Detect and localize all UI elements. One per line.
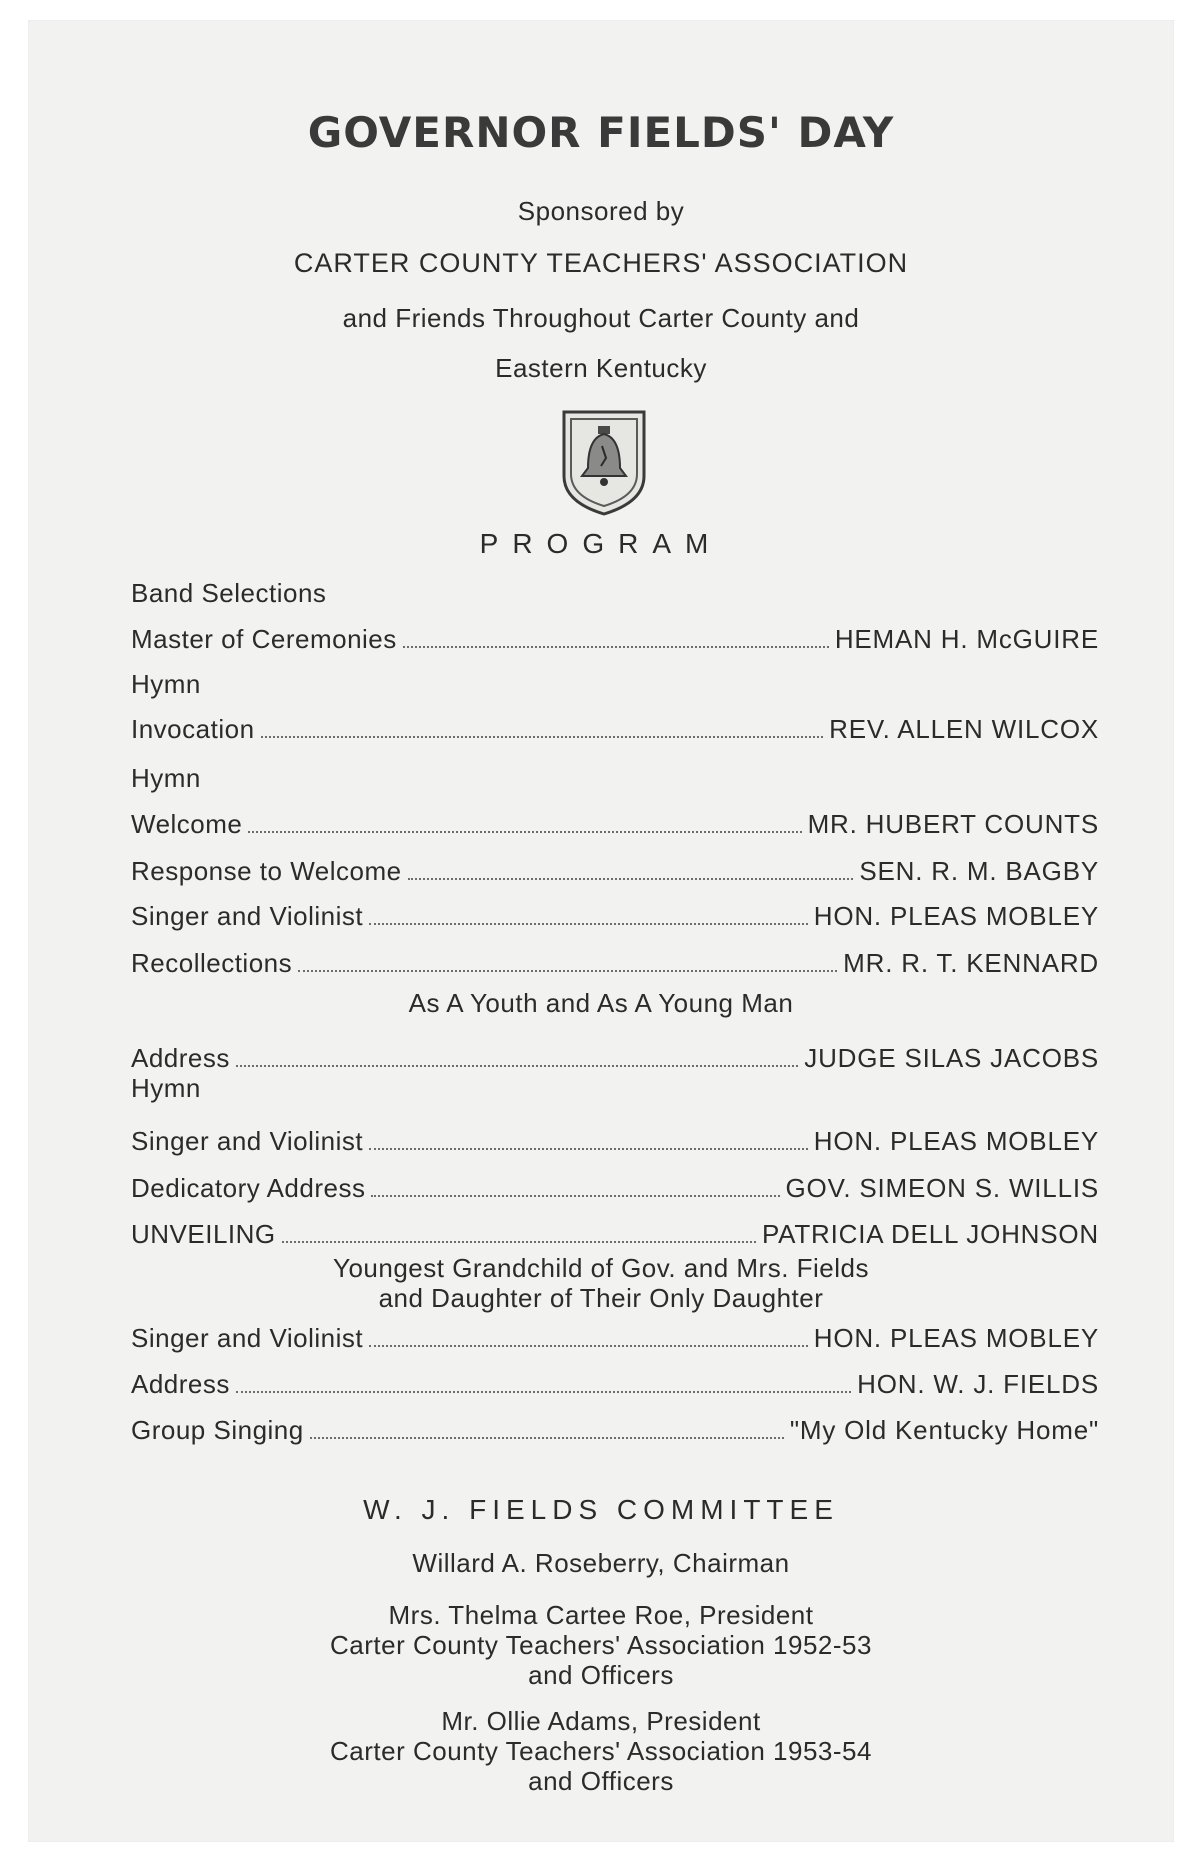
committee-association-1: Carter County Teachers' Association 1952-53 [330, 1630, 872, 1660]
item-label: Singer and Violinist [131, 901, 364, 931]
item-label: Address [131, 1043, 230, 1073]
committee-president-1: Mrs. Thelma Cartee Roe, President [388, 1600, 814, 1630]
program-item [131, 760, 1099, 794]
item-label: Response to Welcome [131, 856, 402, 886]
program-item [131, 1366, 1099, 1400]
item-person: "My Old Kentucky Home" [789, 1415, 1099, 1445]
committee-chairman: Willard A. Roseberry, Chairman [412, 1548, 790, 1578]
program-item [131, 1040, 1099, 1074]
program-item [131, 806, 1099, 840]
item-label: Group Singing [131, 1415, 304, 1445]
item-person: SEN. R. M. BAGBY [859, 856, 1099, 886]
item-label: Hymn [131, 763, 201, 793]
item-label: Invocation [131, 714, 255, 744]
dot-leader [298, 970, 837, 972]
friends-line: and Friends Throughout Carter County and [342, 303, 860, 333]
dot-leader [408, 878, 854, 880]
item-person: HON. PLEAS MOBLEY [813, 1323, 1099, 1353]
item-label: Address [131, 1369, 230, 1399]
item-person: HON. W. J. FIELDS [857, 1369, 1099, 1399]
item-label: Hymn [131, 1073, 201, 1103]
item-person: JUDGE SILAS JACOBS [804, 1043, 1099, 1073]
program-item [131, 1412, 1099, 1446]
item-person: HEMAN H. McGUIRE [834, 624, 1099, 654]
sponsored-by: Sponsored by [517, 196, 685, 226]
program-heading: PROGRAM [479, 528, 723, 559]
region-line: Eastern Kentucky [495, 353, 707, 383]
item-person: HON. PLEAS MOBLEY [813, 1126, 1099, 1156]
dot-leader [236, 1391, 851, 1393]
committee-association-2: Carter County Teachers' Association 1953-54 [330, 1736, 872, 1766]
program-item [131, 945, 1099, 979]
committee-officers-2: and Officers [528, 1766, 674, 1796]
item-person: GOV. SIMEON S. WILLIS [785, 1173, 1099, 1203]
item-label: Singer and Violinist [131, 1323, 364, 1353]
item-label: Band Selections [131, 578, 327, 608]
unveiling-note-line-1: Youngest Grandchild of Gov. and Mrs. Fields [333, 1253, 869, 1283]
dot-leader [248, 831, 801, 833]
program-page [28, 20, 1174, 1842]
item-person: MR. HUBERT COUNTS [807, 809, 1099, 839]
program-item [131, 575, 1099, 609]
program-item [131, 1320, 1099, 1354]
program-item [131, 1070, 1099, 1104]
item-label: Master of Ceremonies [131, 624, 397, 654]
item-label: Hymn [131, 669, 201, 699]
program-item [131, 711, 1099, 745]
unveiling-note-line-2: and Daughter of Their Only Daughter [378, 1283, 824, 1313]
committee-heading: W. J. FIELDS COMMITTEE [363, 1494, 839, 1525]
item-label: UNVEILING [131, 1219, 276, 1249]
item-label: Singer and Violinist [131, 1126, 364, 1156]
recollections-note: As A Youth and As A Young Man [408, 988, 794, 1018]
program-item [131, 666, 1099, 700]
dot-leader [369, 1148, 808, 1150]
page-title: GOVERNOR FIELDS' DAY [307, 108, 895, 157]
program-item [131, 1170, 1099, 1204]
program-item [131, 898, 1099, 932]
item-person: REV. ALLEN WILCOX [829, 714, 1099, 744]
program-item [131, 1123, 1099, 1157]
program-item [131, 621, 1099, 655]
dot-leader [282, 1241, 756, 1243]
committee-officers-1: and Officers [528, 1660, 674, 1690]
dot-leader [369, 923, 808, 925]
item-label: Recollections [131, 948, 293, 978]
association-name: CARTER COUNTY TEACHERS' ASSOCIATION [293, 248, 909, 278]
item-label: Welcome [131, 809, 243, 839]
dot-leader [371, 1195, 779, 1197]
item-label: Dedicatory Address [131, 1173, 366, 1203]
liberty-bell-shield-icon [558, 406, 650, 518]
committee-president-2: Mr. Ollie Adams, President [441, 1706, 761, 1736]
item-person: PATRICIA DELL JOHNSON [761, 1219, 1099, 1249]
program-item [131, 853, 1099, 887]
item-person: HON. PLEAS MOBLEY [813, 901, 1099, 931]
dot-leader [261, 736, 824, 738]
dot-leader [369, 1345, 808, 1347]
item-person: MR. R. T. KENNARD [843, 948, 1099, 978]
dot-leader [236, 1065, 798, 1067]
dot-leader [310, 1437, 784, 1439]
program-item [131, 1216, 1099, 1250]
dot-leader [403, 646, 829, 648]
